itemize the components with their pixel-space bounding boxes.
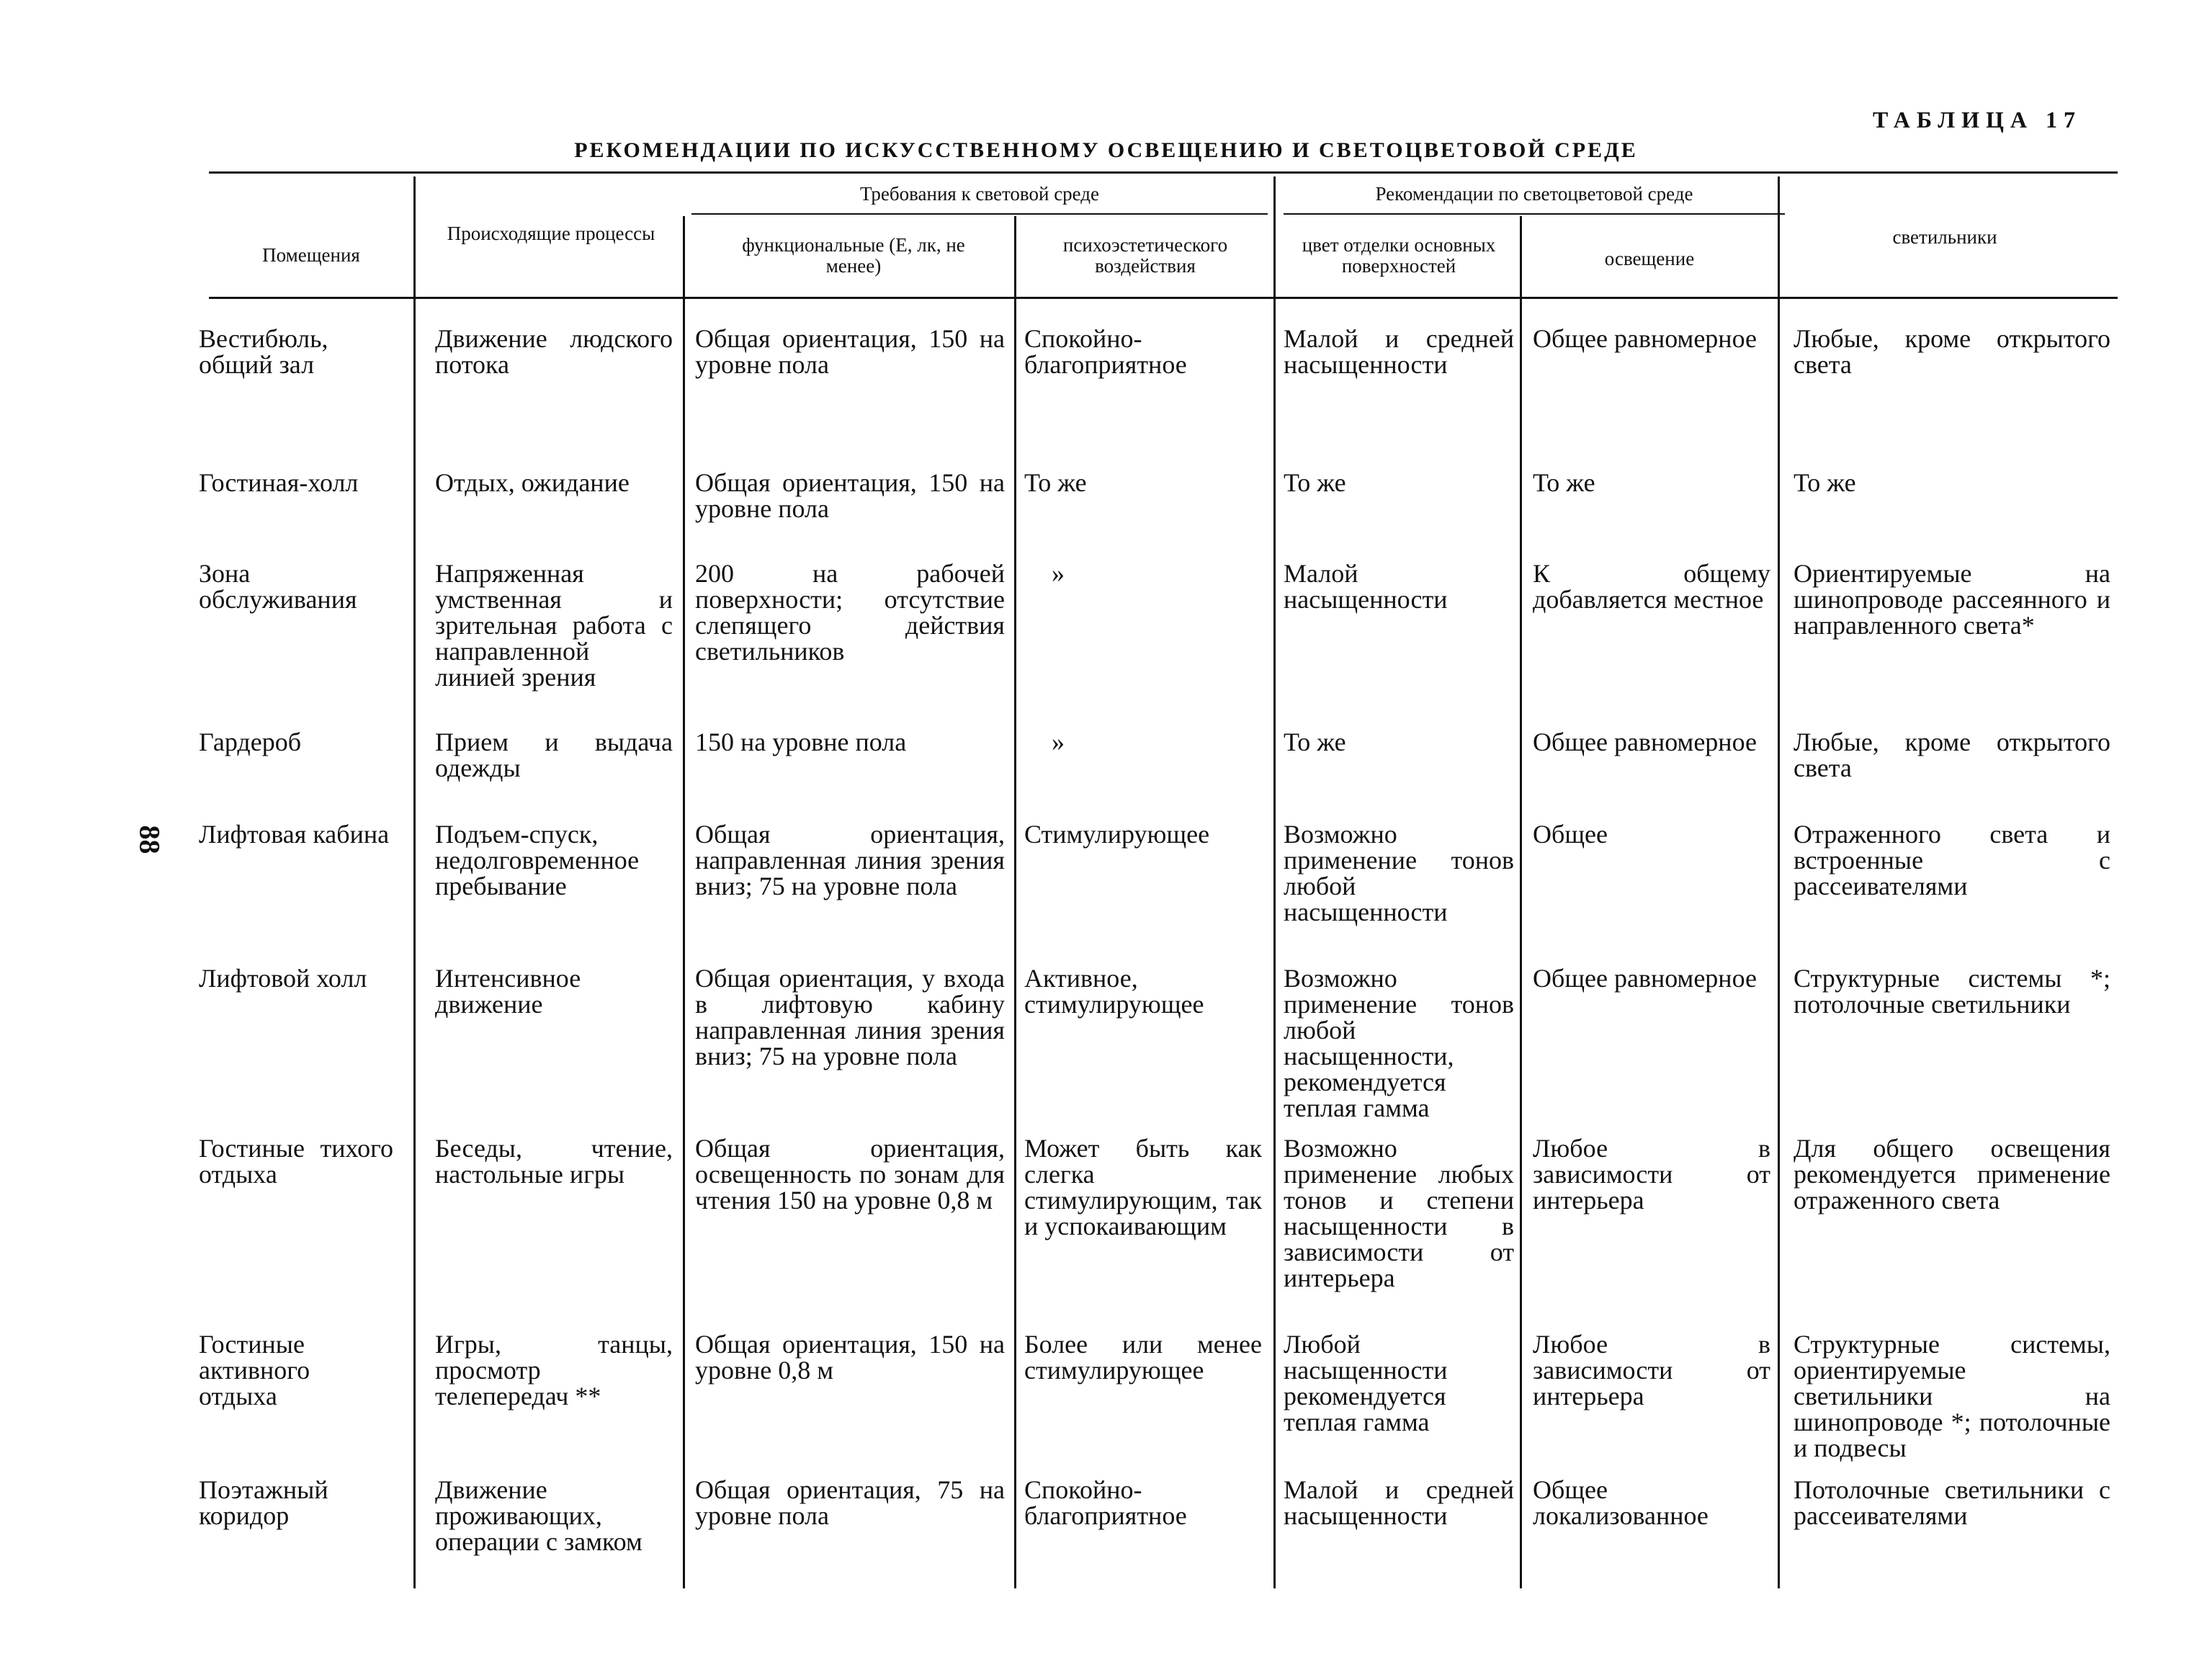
table-row-0-process: Движение людского потока — [435, 324, 673, 379]
table-row-2-room: Зона обслуживания — [199, 559, 357, 614]
table-row-7-functional: Общая ориентация, 150 на уровне 0,8 м — [695, 1330, 1005, 1385]
table-row-5-process: Интенсивное движение — [435, 964, 581, 1019]
table-row-7-psycho: Более или менее стимулирующее — [1024, 1330, 1262, 1385]
header-bottom-rule — [209, 297, 2118, 299]
table-row-8-psycho: Спокойно-благоприятное — [1024, 1475, 1187, 1530]
table-row-6-functional: Общая ориентация, освещенность по зонам для чтения 150 на уровне 0,8 м — [695, 1134, 1005, 1215]
table-row-2-process: Напряженная умственная и зрительная работа с направленной линией зрения — [435, 559, 673, 692]
table-row-4-lighting: Общее — [1533, 820, 1608, 849]
table-row-5-psycho: Активное, стимулирующее — [1024, 964, 1204, 1019]
header-processes: Происходящие процессы — [447, 223, 655, 245]
table-row-2-functional: 200 на рабочей поверхности; отсутствие слепящего действия светильников — [695, 559, 1005, 666]
table-row-1-color: То же — [1284, 468, 1346, 497]
header-lighting: освещение — [1604, 248, 1695, 270]
header-psycho: психоэстетического воздействия — [1062, 233, 1228, 277]
table-row-6-color: Возможно применение любых тонов и степени насыщенности в зависимости от интерьера — [1284, 1134, 1514, 1292]
table-row-0-psycho: Спокойно-благоприятное — [1024, 324, 1187, 379]
table-row-4-psycho: Стимулирующее — [1024, 820, 1210, 849]
table-row-0-room: Вестибюль, общий зал — [199, 324, 328, 379]
table-row-0-functional: Общая ориентация, 150 на уровне пола — [695, 324, 1005, 379]
table-row-6-lighting: Любое в зависимости от интерьера — [1533, 1134, 1770, 1215]
table-row-7-lighting: Любое в зависимости от интерьера — [1533, 1330, 1770, 1410]
table-row-0-fixtures: Любые, кроме открытого света — [1794, 324, 2110, 379]
table-row-2-color: Малой насыщенности — [1284, 559, 1448, 614]
table-row-8-lighting: Общее локализованное — [1533, 1475, 1709, 1530]
table-row-4-room: Лифтовая кабина — [199, 820, 390, 849]
table-row-1-psycho: То же — [1024, 468, 1087, 497]
column-divider-5 — [1520, 216, 1522, 1588]
table-row-4-process: Подъем-спуск, недолговременное пребывание — [435, 820, 640, 900]
column-divider-4 — [1273, 176, 1276, 1588]
table-row-1-functional: Общая ориентация, 150 на уровне пола — [695, 468, 1005, 523]
table-row-7-room: Гостиные активного отдыха — [199, 1330, 310, 1410]
table-row-4-color: Возможно применение тонов любой насыщенности — [1284, 820, 1514, 926]
header-functional: функциональные (E, лк, не менее) — [742, 233, 965, 277]
table-row-6-process: Беседы, чтение, настольные игры — [435, 1134, 673, 1189]
table-row-1-lighting: То же — [1533, 468, 1595, 497]
column-divider-2 — [683, 216, 685, 1588]
table-top-rule — [209, 171, 2118, 174]
table-row-3-room: Гардероб — [199, 728, 302, 756]
table-row-6-psycho: Может быть как слегка стимулирующим, так и успокаивающим — [1024, 1134, 1262, 1240]
table-row-8-room: Поэтажный коридор — [199, 1475, 328, 1530]
header-color: цвет отделки основных поверхностей — [1302, 233, 1496, 277]
table-row-7-process: Игры, танцы, просмотр телепередач ** — [435, 1330, 673, 1410]
column-divider-1 — [413, 176, 416, 1588]
table-row-0-lighting: Общее равномерное — [1533, 324, 1757, 353]
table-row-3-fixtures: Любые, кроме открытого света — [1794, 728, 2110, 782]
header-group-requirements: Требования к световой среде — [859, 183, 1100, 205]
header-group-recommendations: Рекомендации по светоцветовой среде — [1375, 183, 1693, 205]
table-row-5-lighting: Общее равномерное — [1533, 964, 1757, 993]
table-row-8-functional: Общая ориентация, 75 на уровне пола — [695, 1475, 1005, 1530]
header-group-rule-right — [1284, 213, 1785, 215]
table-row-5-functional: Общая ориентация, у входа в лифтовую кабину направленная линия зрения вниз; 75 на уровне пола — [695, 964, 1005, 1070]
table-row-6-room: Гостиные тихого отдыха — [199, 1134, 393, 1189]
table-row-5-room: Лифтовой холл — [199, 964, 367, 993]
table-row-4-fixtures: Отраженного света и встроенные с рассеивателями — [1794, 820, 2110, 900]
table-row-5-color: Возможно применение тонов любой насыщенности, рекомендуется теплая гамма — [1284, 964, 1514, 1122]
table-row-7-color: Любой насыщенности рекомендуется теплая гамма — [1284, 1330, 1448, 1436]
table-row-1-process: Отдых, ожидание — [435, 468, 630, 497]
header-group-rule-left — [691, 213, 1268, 215]
table-row-8-color: Малой и средней насыщенности — [1284, 1475, 1514, 1530]
table-row-6-fixtures: Для общего освещения рекомендуется применение отраженного света — [1794, 1134, 2110, 1215]
table-row-3-lighting: Общее равномерное — [1533, 728, 1757, 756]
table-row-3-functional: 150 на уровне пола — [695, 728, 907, 756]
column-divider-3 — [1014, 216, 1016, 1588]
table-number-label: ТАБЛИЦА 17 — [1873, 107, 2082, 133]
header-fixtures: светильники — [1892, 226, 1997, 249]
table-row-5-fixtures: Структурные системы *; потолочные светильники — [1794, 964, 2110, 1019]
table-row-3-psycho: » — [1052, 728, 1065, 756]
table-row-8-process: Движение проживающих, операции с замком — [435, 1475, 642, 1556]
table-row-2-psycho: » — [1052, 559, 1065, 588]
header-rooms: Помещения — [262, 244, 360, 267]
table-row-3-process: Прием и выдача одежды — [435, 728, 673, 782]
table-row-1-room: Гостиная-холл — [199, 468, 359, 497]
table-row-2-fixtures: Ориентируемые на шинопроводе рассеянного и направленного света* — [1794, 559, 2110, 640]
table-row-7-fixtures: Структурные системы, ориентируемые светильники на шинопроводе *; потолочные и подвесы — [1794, 1330, 2110, 1462]
table-row-2-lighting: К общему добавляется местное — [1533, 559, 1770, 614]
table-row-0-color: Малой и средней насыщенности — [1284, 324, 1514, 379]
page-number: 88 — [133, 825, 166, 854]
table-row-8-fixtures: Потолочные светильники с рассеивателями — [1794, 1475, 2110, 1530]
column-divider-6 — [1778, 176, 1780, 1588]
table-title: РЕКОМЕНДАЦИИ ПО ИСКУССТВЕННОМУ ОСВЕЩЕНИЮ И СВЕТОЦВЕТОВОЙ СРЕДЕ — [574, 138, 1638, 162]
table-row-1-fixtures: То же — [1794, 468, 1856, 497]
table-row-3-color: То же — [1284, 728, 1346, 756]
table-row-4-functional: Общая ориентация, направленная линия зрения вниз; 75 на уровне пола — [695, 820, 1005, 900]
